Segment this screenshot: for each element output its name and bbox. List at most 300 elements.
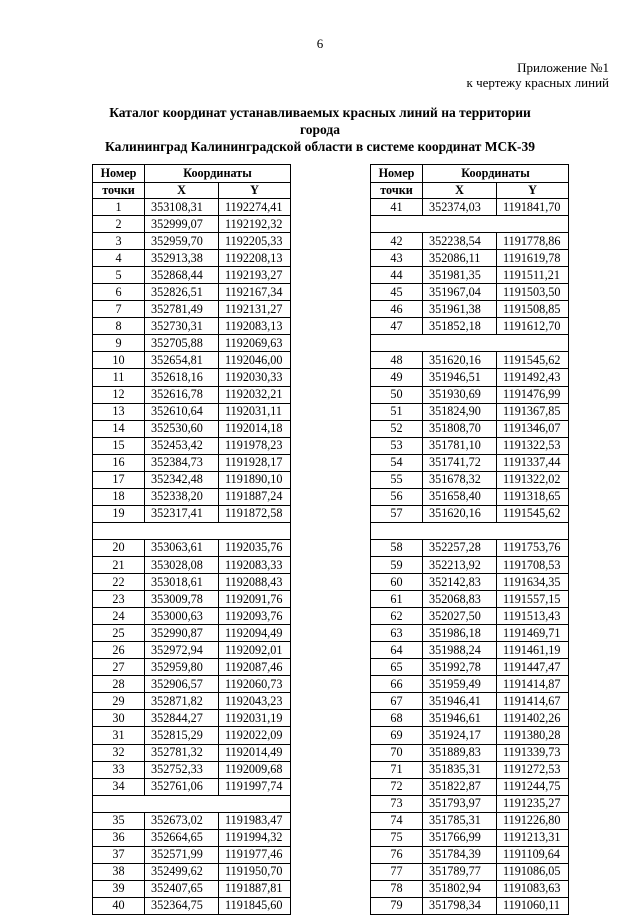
table-row [371,488,569,505]
y-coordinate-cell: 1192014,18 [219,420,291,437]
table-row [371,625,569,642]
table-row [93,863,291,880]
y-coordinate-cell: 1191557,15 [497,591,569,608]
point-number-cell: 73 [371,795,423,812]
point-number-cell: 24 [93,608,145,625]
point-number-cell: 34 [93,778,145,795]
point-number-cell: 56 [371,488,423,505]
point-number-cell: 23 [93,591,145,608]
x-coordinate-cell: 351789,77 [423,863,497,880]
header-point: точки [93,183,145,199]
point-number-cell: 1 [93,199,145,216]
table-row [371,659,569,676]
x-coordinate-cell: 351981,35 [423,267,497,284]
y-coordinate-cell: 1191402,26 [497,710,569,727]
point-number-cell: 11 [93,369,145,386]
blank-separator-row [93,522,291,539]
point-number-cell: 6 [93,284,145,301]
x-coordinate-cell: 352142,83 [423,574,497,591]
point-number-cell: 45 [371,284,423,301]
header-y: Y [219,183,291,199]
point-number-cell: 10 [93,352,145,369]
table-row [93,539,291,556]
table-row [371,352,569,369]
y-coordinate-cell: 1191346,07 [497,420,569,437]
y-coordinate-cell: 1191322,53 [497,437,569,454]
point-number-cell: 12 [93,386,145,403]
table-row [371,744,569,761]
point-number-cell: 60 [371,574,423,591]
x-coordinate-cell: 352571,99 [145,846,219,863]
x-coordinate-cell: 352781,49 [145,301,219,318]
x-coordinate-cell: 351986,18 [423,625,497,642]
appendix-line-1: Приложение №1 [517,60,609,75]
point-number-cell: 40 [93,897,145,914]
table-row [93,369,291,386]
y-coordinate-cell: 1191476,99 [497,386,569,403]
point-number-cell: 71 [371,761,423,778]
y-coordinate-cell: 1192092,01 [219,642,291,659]
table-row [371,301,569,318]
table-row [93,522,291,539]
point-number-cell: 64 [371,642,423,659]
y-coordinate-cell: 1192022,09 [219,727,291,744]
x-coordinate-cell: 352913,38 [145,250,219,267]
point-number-cell: 32 [93,744,145,761]
y-coordinate-cell: 1191461,19 [497,642,569,659]
y-coordinate-cell: 1191380,28 [497,727,569,744]
table-row [371,250,569,267]
y-coordinate-cell: 1191235,27 [497,795,569,812]
table-row [371,812,569,829]
y-coordinate-cell: 1191083,63 [497,880,569,897]
table-row [371,727,569,744]
x-coordinate-cell: 352453,42 [145,437,219,454]
point-number-cell: 4 [93,250,145,267]
blank-separator-row [371,522,569,539]
y-coordinate-cell: 1191447,47 [497,659,569,676]
title-line-1: Каталог координат устанавливаемых красных линий на территории города [109,105,531,137]
table-row [371,471,569,488]
table-row [371,233,569,250]
x-coordinate-cell: 351852,18 [423,318,497,335]
table-row [371,386,569,403]
point-number-cell: 49 [371,369,423,386]
y-coordinate-cell: 1191612,70 [497,318,569,335]
table-row [371,539,569,556]
title-line-2: Калининград Калининградской области в системе координат МСК-39 [104,139,536,154]
table-row [93,233,291,250]
y-coordinate-cell: 1192035,76 [219,539,291,556]
header-coordinates: Координаты [423,165,569,183]
y-coordinate-cell: 1191887,81 [219,880,291,897]
y-coordinate-cell: 1191226,80 [497,812,569,829]
table-row [93,778,291,795]
point-number-cell: 3 [93,233,145,250]
x-coordinate-cell: 352815,29 [145,727,219,744]
x-coordinate-cell: 352213,92 [423,556,497,573]
y-coordinate-cell: 1191872,58 [219,505,291,522]
x-coordinate-cell: 351946,51 [423,369,497,386]
table-row [93,829,291,846]
x-coordinate-cell: 352781,32 [145,744,219,761]
y-coordinate-cell: 1191753,76 [497,539,569,556]
x-coordinate-cell: 352257,28 [423,539,497,556]
table-row [93,471,291,488]
point-number-cell: 22 [93,574,145,591]
y-coordinate-cell: 1192193,27 [219,267,291,284]
y-coordinate-cell: 1192032,21 [219,386,291,403]
point-number-cell: 7 [93,301,145,318]
x-coordinate-cell: 351781,10 [423,437,497,454]
point-number-cell: 28 [93,676,145,693]
table-row [93,335,291,352]
table-row [93,659,291,676]
point-number-cell: 15 [93,437,145,454]
y-coordinate-cell: 1191511,21 [497,267,569,284]
y-coordinate-cell: 1191950,70 [219,863,291,880]
table-row [371,216,569,233]
table-row [371,591,569,608]
x-coordinate-cell: 351959,49 [423,676,497,693]
point-number-cell: 77 [371,863,423,880]
table-row [371,574,569,591]
y-coordinate-cell: 1191272,53 [497,761,569,778]
point-number-cell: 42 [371,233,423,250]
y-coordinate-cell: 1191845,60 [219,897,291,914]
point-number-cell: 26 [93,642,145,659]
y-coordinate-cell: 1192093,76 [219,608,291,625]
table-row [93,880,291,897]
x-coordinate-cell: 351961,38 [423,301,497,318]
point-number-cell: 65 [371,659,423,676]
y-coordinate-cell: 1192083,33 [219,556,291,573]
point-number-cell: 63 [371,625,423,642]
point-number-cell: 5 [93,267,145,284]
x-coordinate-cell: 352238,54 [423,233,497,250]
header-point: точки [371,183,423,199]
y-coordinate-cell: 1191322,02 [497,471,569,488]
point-number-cell: 36 [93,829,145,846]
x-coordinate-cell: 352844,27 [145,710,219,727]
point-number-cell: 69 [371,727,423,744]
table-row [93,591,291,608]
table-row [93,284,291,301]
y-coordinate-cell: 1191545,62 [497,352,569,369]
y-coordinate-cell: 1192043,23 [219,693,291,710]
x-coordinate-cell: 352407,65 [145,880,219,897]
appendix-line-2: к чертежу красных линий [466,75,609,90]
table-row [93,216,291,233]
table-row [93,488,291,505]
coordinates-table-right [370,164,569,915]
x-coordinate-cell: 352959,80 [145,659,219,676]
x-coordinate-cell: 352990,87 [145,625,219,642]
table-row [371,795,569,812]
y-coordinate-cell: 1192046,00 [219,352,291,369]
x-coordinate-cell: 353063,61 [145,539,219,556]
point-number-cell: 43 [371,250,423,267]
x-coordinate-cell: 351988,24 [423,642,497,659]
point-number-cell: 20 [93,539,145,556]
point-number-cell: 52 [371,420,423,437]
y-coordinate-cell: 1191414,67 [497,693,569,710]
y-coordinate-cell: 1191337,44 [497,454,569,471]
point-number-cell: 9 [93,335,145,352]
point-number-cell: 70 [371,744,423,761]
point-number-cell: 47 [371,318,423,335]
y-coordinate-cell: 1192083,13 [219,318,291,335]
x-coordinate-cell: 352906,57 [145,676,219,693]
y-coordinate-cell: 1192131,27 [219,301,291,318]
table-row [371,556,569,573]
point-number-cell: 31 [93,727,145,744]
point-number-cell: 16 [93,454,145,471]
x-coordinate-cell: 352027,50 [423,608,497,625]
table-row [93,744,291,761]
table-row [371,642,569,659]
y-coordinate-cell: 1191508,85 [497,301,569,318]
table-row [93,386,291,403]
point-number-cell: 18 [93,488,145,505]
table-row [93,505,291,522]
table-row [371,335,569,352]
x-coordinate-cell: 352338,20 [145,488,219,505]
y-coordinate-cell: 1191339,73 [497,744,569,761]
table-row [371,829,569,846]
y-coordinate-cell: 1191492,43 [497,369,569,386]
y-coordinate-cell: 1191469,71 [497,625,569,642]
x-coordinate-cell: 352068,83 [423,591,497,608]
table-row [371,369,569,386]
x-coordinate-cell: 351802,94 [423,880,497,897]
x-coordinate-cell: 352664,65 [145,829,219,846]
table-row [371,778,569,795]
y-coordinate-cell: 1191983,47 [219,812,291,829]
y-coordinate-cell: 1191318,65 [497,488,569,505]
table-row [93,420,291,437]
point-number-cell: 58 [371,539,423,556]
table-row [93,199,291,216]
x-coordinate-cell: 351793,97 [423,795,497,812]
x-coordinate-cell: 351822,87 [423,778,497,795]
y-coordinate-cell: 1192060,73 [219,676,291,693]
appendix-note [467,60,610,90]
y-coordinate-cell: 1192069,63 [219,335,291,352]
y-coordinate-cell: 1192031,19 [219,710,291,727]
table-row [93,437,291,454]
y-coordinate-cell: 1191545,62 [497,505,569,522]
point-number-cell: 59 [371,556,423,573]
table-row [371,863,569,880]
x-coordinate-cell: 352618,16 [145,369,219,386]
x-coordinate-cell: 351678,32 [423,471,497,488]
point-number-cell: 27 [93,659,145,676]
point-number-cell: 39 [93,880,145,897]
point-number-cell: 19 [93,505,145,522]
x-coordinate-cell: 352086,11 [423,250,497,267]
point-number-cell: 8 [93,318,145,335]
table-row [93,608,291,625]
table-row [371,608,569,625]
point-number-cell: 48 [371,352,423,369]
y-coordinate-cell: 1192088,43 [219,574,291,591]
point-number-cell: 30 [93,710,145,727]
x-coordinate-cell: 352730,31 [145,318,219,335]
x-coordinate-cell: 351785,31 [423,812,497,829]
y-coordinate-cell: 1191997,74 [219,778,291,795]
y-coordinate-cell: 1192030,33 [219,369,291,386]
point-number-cell: 78 [371,880,423,897]
table-row [93,710,291,727]
y-coordinate-cell: 1191619,78 [497,250,569,267]
table-row [93,301,291,318]
y-coordinate-cell: 1191994,32 [219,829,291,846]
x-coordinate-cell: 351946,61 [423,710,497,727]
point-number-cell: 53 [371,437,423,454]
x-coordinate-cell: 353000,63 [145,608,219,625]
x-coordinate-cell: 352959,70 [145,233,219,250]
x-coordinate-cell: 351741,72 [423,454,497,471]
x-coordinate-cell: 351835,31 [423,761,497,778]
y-coordinate-cell: 1191634,35 [497,574,569,591]
header-y: Y [497,183,569,199]
y-coordinate-cell: 1191887,24 [219,488,291,505]
point-number-cell: 54 [371,454,423,471]
y-coordinate-cell: 1191503,50 [497,284,569,301]
table-row [93,318,291,335]
x-coordinate-cell: 352364,75 [145,897,219,914]
table-row [93,761,291,778]
x-coordinate-cell: 351766,99 [423,829,497,846]
table-row [93,846,291,863]
point-number-cell: 41 [371,199,423,216]
x-coordinate-cell: 352342,48 [145,471,219,488]
table-row [93,267,291,284]
point-number-cell: 61 [371,591,423,608]
y-coordinate-cell: 1191977,46 [219,846,291,863]
x-coordinate-cell: 353108,31 [145,199,219,216]
x-coordinate-cell: 351930,69 [423,386,497,403]
point-number-cell: 75 [371,829,423,846]
y-coordinate-cell: 1191928,17 [219,454,291,471]
x-coordinate-cell: 351658,40 [423,488,497,505]
x-coordinate-cell: 352826,51 [145,284,219,301]
point-number-cell: 35 [93,812,145,829]
table-row [371,403,569,420]
x-coordinate-cell: 352654,81 [145,352,219,369]
point-number-cell: 74 [371,812,423,829]
y-coordinate-cell: 1191086,05 [497,863,569,880]
table-row [93,556,291,573]
table-row [371,318,569,335]
y-coordinate-cell: 1192014,49 [219,744,291,761]
table-row [93,812,291,829]
y-coordinate-cell: 1192192,32 [219,216,291,233]
point-number-cell: 79 [371,897,423,914]
point-number-cell: 33 [93,761,145,778]
point-number-cell: 37 [93,846,145,863]
y-coordinate-cell: 1191244,75 [497,778,569,795]
y-coordinate-cell: 1191060,11 [497,897,569,914]
point-number-cell: 67 [371,693,423,710]
table-row [371,761,569,778]
table-row [93,727,291,744]
x-coordinate-cell: 351824,90 [423,403,497,420]
y-coordinate-cell: 1192167,34 [219,284,291,301]
x-coordinate-cell: 352610,64 [145,403,219,420]
document-title [100,104,540,155]
table-row [371,284,569,301]
table-row [371,710,569,727]
coordinates-table-left [92,164,291,915]
point-number-cell: 76 [371,846,423,863]
table-row [93,625,291,642]
y-coordinate-cell: 1192205,33 [219,233,291,250]
x-coordinate-cell: 352868,44 [145,267,219,284]
x-coordinate-cell: 352871,82 [145,693,219,710]
point-number-cell: 21 [93,556,145,573]
x-coordinate-cell: 351808,70 [423,420,497,437]
y-coordinate-cell: 1192094,49 [219,625,291,642]
x-coordinate-cell: 351889,83 [423,744,497,761]
table-row [93,676,291,693]
y-coordinate-cell: 1192031,11 [219,403,291,420]
table-row [371,897,569,914]
blank-separator-row [371,335,569,352]
x-coordinate-cell: 352374,03 [423,199,497,216]
header-x: X [423,183,497,199]
table-row [371,267,569,284]
y-coordinate-cell: 1192208,13 [219,250,291,267]
x-coordinate-cell: 352752,33 [145,761,219,778]
table-row [371,522,569,539]
x-coordinate-cell: 352499,62 [145,863,219,880]
y-coordinate-cell: 1191708,53 [497,556,569,573]
table-row [371,846,569,863]
table-row [93,642,291,659]
y-coordinate-cell: 1191978,23 [219,437,291,454]
point-number-cell: 68 [371,710,423,727]
table-row [93,795,291,812]
y-coordinate-cell: 1192087,46 [219,659,291,676]
x-coordinate-cell: 351620,16 [423,505,497,522]
y-coordinate-cell: 1192091,76 [219,591,291,608]
y-coordinate-cell: 1191414,87 [497,676,569,693]
x-coordinate-cell: 351784,39 [423,846,497,863]
table-row [93,352,291,369]
table-row [371,437,569,454]
y-coordinate-cell: 1191367,85 [497,403,569,420]
y-coordinate-cell: 1191841,70 [497,199,569,216]
x-coordinate-cell: 353028,08 [145,556,219,573]
y-coordinate-cell: 1191109,64 [497,846,569,863]
page-number: 6 [316,36,324,51]
point-number-cell: 50 [371,386,423,403]
point-number-cell: 55 [371,471,423,488]
x-coordinate-cell: 352384,73 [145,454,219,471]
y-coordinate-cell: 1191778,86 [497,233,569,250]
y-coordinate-cell: 1191513,43 [497,608,569,625]
x-coordinate-cell: 351992,78 [423,659,497,676]
table-row [93,897,291,914]
point-number-cell: 2 [93,216,145,233]
blank-separator-row [93,795,291,812]
x-coordinate-cell: 352317,41 [145,505,219,522]
table-row [371,454,569,471]
table-row [371,505,569,522]
x-coordinate-cell: 351798,34 [423,897,497,914]
